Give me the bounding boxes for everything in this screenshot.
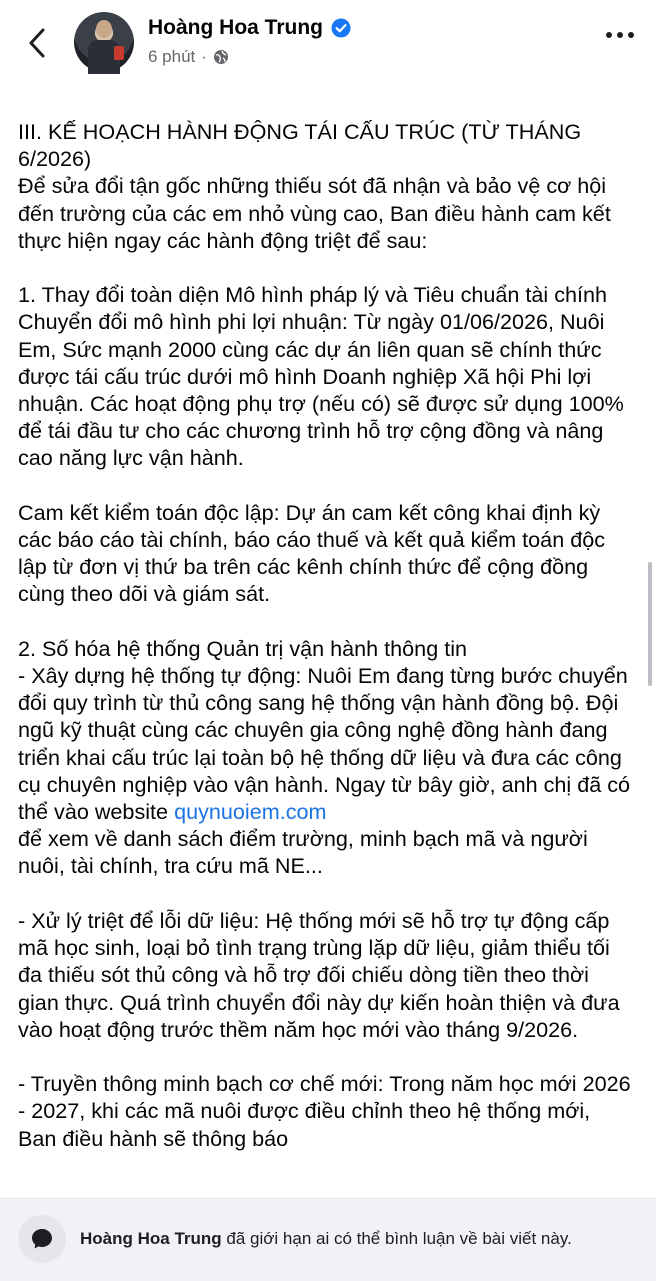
post-paragraph: - Truyền thông minh bạch cơ chế mới: Trong năm học mới 2026 - 2027, khi các mã nuôi được điều chỉnh theo hệ thống mới, Ban điều hành sẽ thông báo (18, 1071, 637, 1151)
author-row (148, 16, 351, 40)
post-meta: 6 phút · (148, 47, 229, 67)
website-link[interactable]: quynuoiem.com (174, 799, 327, 825)
post-paragraph: 1. Thay đổi toàn diện Mô hình pháp lý và Tiêu chuẩn tài chính Chuyển đổi mô hình phi lợi nhuận: Từ ngày 01/06/2026, Nuôi Em, Sức mạnh 2000 cùng các dự án liên quan sẽ chính thức được tái cấu trúc dưới mô hình Doanh nghiệp Xã hội Phi lợi nhuận. Các hoạt động phụ trợ (nếu có) sẽ được sử dụng 100% để tái đầu tư cho các chương trình hỗ trợ cộng đồng và nâng cao năng lực vận hành. (18, 282, 624, 471)
comment-restriction-text: Hoàng Hoa Trung đã giới hạn ai có thể bình luận về bài viết này. (80, 1229, 572, 1248)
post-time[interactable]: 6 phút (148, 47, 196, 66)
footer-author-name[interactable]: Hoàng Hoa Trung (80, 1229, 222, 1248)
post-text: 2. Số hóa hệ thống Quản trị vận hành thông tin - Xây dựng hệ thống tự động: Nuôi Em đang từng bước chuyển đổi quy trình từ thủ công sang hệ thống vận hành đồng bộ. Đội ngũ kỹ thuật cùng các chuyên gia công nghệ đồng hành đang triển khai cấu trúc lại toàn bộ hệ thống dữ liệu và đưa các công cụ chuyên nghiệp vào vận hành. Ngay từ bây giờ, anh chị đã có thể vào website (18, 635, 631, 825)
author-name[interactable]: Hoàng Hoa Trung (148, 16, 323, 39)
post-text: để xem về danh sách điểm trường, minh bạch mã và người nuôi, tài chính, tra cứu mã NE... (18, 826, 588, 879)
globe-icon (213, 49, 229, 65)
post-header (0, 0, 656, 96)
verified-badge-icon (331, 18, 351, 38)
back-button[interactable] (22, 24, 52, 62)
post-paragraph: - Xử lý triệt để lỗi dữ liệu: Hệ thống mới sẽ hỗ trợ tự động cấp mã học sinh, loại bỏ tình trạng trùng lặp dữ liệu, giảm thiểu tối đa thiếu sót thủ công và hỗ trợ đối chiếu dòng tiền theo thời gian thực. Quá trình chuyển đổi này dự kiến hoàn thiện và đưa vào hoạt động trước thềm năm học mới vào tháng 9/2026. (18, 907, 626, 1042)
post-paragraph: III. KẾ HOẠCH HÀNH ĐỘNG TÁI CẤU TRÚC (TỪ THÁNG 6/2026) Để sửa đổi tận gốc những thiếu sót đã nhận và bảo vệ cơ hội đến trường của các em nhỏ vùng cao, Ban điều hành cam kết thực hiện ngay các hành động triệt để sau: (18, 119, 611, 253)
chevron-left-icon (28, 28, 46, 58)
post-paragraph (18, 635, 633, 880)
more-horizontal-icon (606, 32, 612, 38)
more-options-button[interactable] (606, 32, 634, 38)
comment-restriction-bar (0, 1198, 656, 1281)
avatar[interactable] (74, 12, 134, 72)
post-content (18, 118, 637, 1198)
comment-bubble-icon (18, 1215, 66, 1263)
scrollbar[interactable] (648, 562, 652, 686)
post-paragraph: Cam kết kiểm toán độc lập: Dự án cam kết công khai định kỳ các báo cáo tài chính, báo cáo thuế và kết quả kiểm toán độc lập từ đơn vị thứ ba trên các kênh chính thức để cộng đồng cùng theo dõi và giám sát. (18, 499, 612, 607)
